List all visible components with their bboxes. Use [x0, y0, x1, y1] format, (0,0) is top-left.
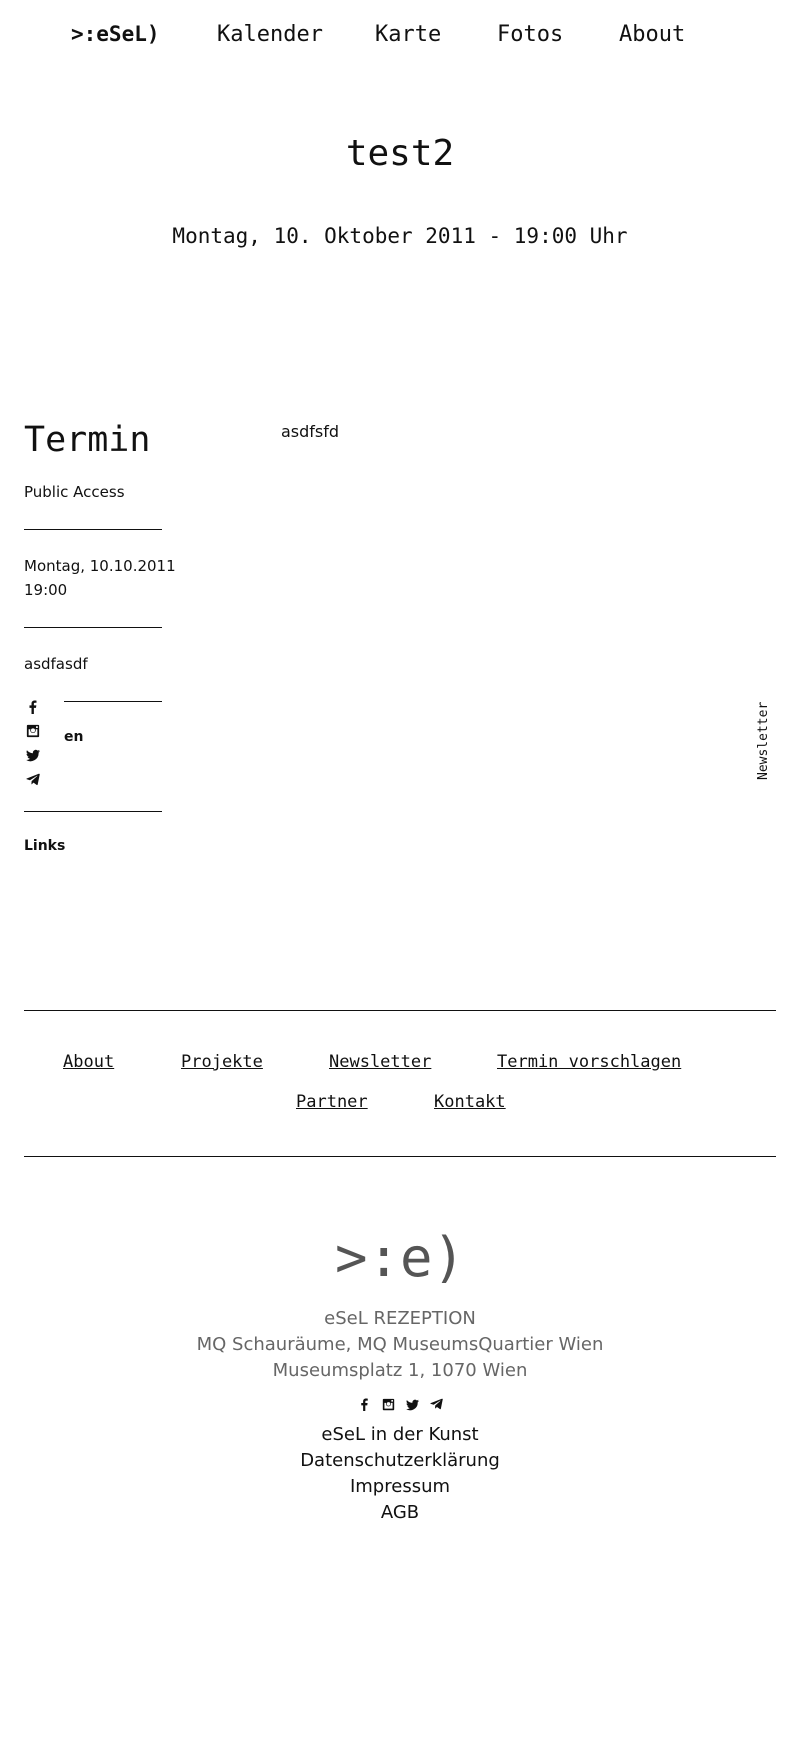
event-description: asdfsfd	[281, 422, 340, 441]
sidebar-heading: Termin	[24, 420, 151, 460]
footer-org: eSeL REZEPTION	[324, 1308, 476, 1329]
instagram-icon[interactable]	[380, 1396, 397, 1413]
newsletter-tab[interactable]: Newsletter	[756, 701, 771, 780]
site-logo-link[interactable]: >:eSeL)	[71, 22, 160, 46]
event-date: Montag, 10.10.2011	[24, 557, 176, 575]
sidebar-divider	[64, 701, 162, 702]
event-title: test2	[345, 133, 455, 174]
footer-social-icons	[0, 1396, 800, 1413]
footer-link-datenschutz[interactable]: Datenschutzerklärung	[300, 1450, 500, 1471]
event-category: Public Access	[24, 483, 125, 501]
facebook-icon[interactable]	[356, 1396, 373, 1413]
twitter-icon[interactable]	[404, 1396, 421, 1413]
facebook-icon[interactable]	[24, 698, 42, 716]
sidebar-divider	[24, 627, 162, 628]
nav-item-about[interactable]: About	[619, 22, 686, 47]
footer-address: Museumsplatz 1, 1070 Wien	[272, 1360, 528, 1381]
footer-link-partner[interactable]: Partner	[296, 1092, 368, 1112]
footer-link-agb[interactable]: AGB	[380, 1502, 420, 1523]
sidebar-divider	[24, 811, 162, 812]
top-navigation	[0, 0, 800, 72]
instagram-icon[interactable]	[24, 722, 42, 740]
telegram-icon[interactable]	[428, 1396, 445, 1413]
footer-link-newsletter[interactable]: Newsletter	[329, 1052, 432, 1072]
footer-link-about[interactable]: About	[63, 1052, 115, 1072]
nav-item-kalender[interactable]: Kalender	[217, 22, 323, 47]
sidebar-divider	[24, 529, 162, 530]
footer-link-projekte[interactable]: Projekte	[181, 1052, 263, 1072]
footer-link-kontakt[interactable]: Kontakt	[434, 1092, 506, 1112]
footer-link-termin-vorschlagen[interactable]: Termin vorschlagen	[497, 1052, 682, 1072]
language-switch[interactable]: en	[64, 729, 84, 745]
footer-link-impressum[interactable]: Impressum	[349, 1476, 451, 1497]
telegram-icon[interactable]	[24, 771, 42, 789]
nav-item-fotos[interactable]: Fotos	[497, 22, 564, 47]
links-label: Links	[24, 838, 66, 854]
twitter-icon[interactable]	[24, 746, 42, 764]
footer-venue: MQ Schauräume, MQ MuseumsQuartier Wien	[196, 1334, 604, 1355]
footer-divider-top	[24, 1010, 776, 1011]
footer-logo: >:e)	[334, 1226, 466, 1289]
nav-item-karte[interactable]: Karte	[375, 22, 442, 47]
event-time: 19:00	[24, 581, 68, 599]
footer-divider-bottom	[24, 1156, 776, 1157]
event-location: asdfasdf	[24, 655, 88, 673]
footer-link-kunst[interactable]: eSeL in der Kunst	[321, 1424, 479, 1445]
event-datetime: Montag, 10. Oktober 2011 - 19:00 Uhr	[172, 224, 628, 248]
